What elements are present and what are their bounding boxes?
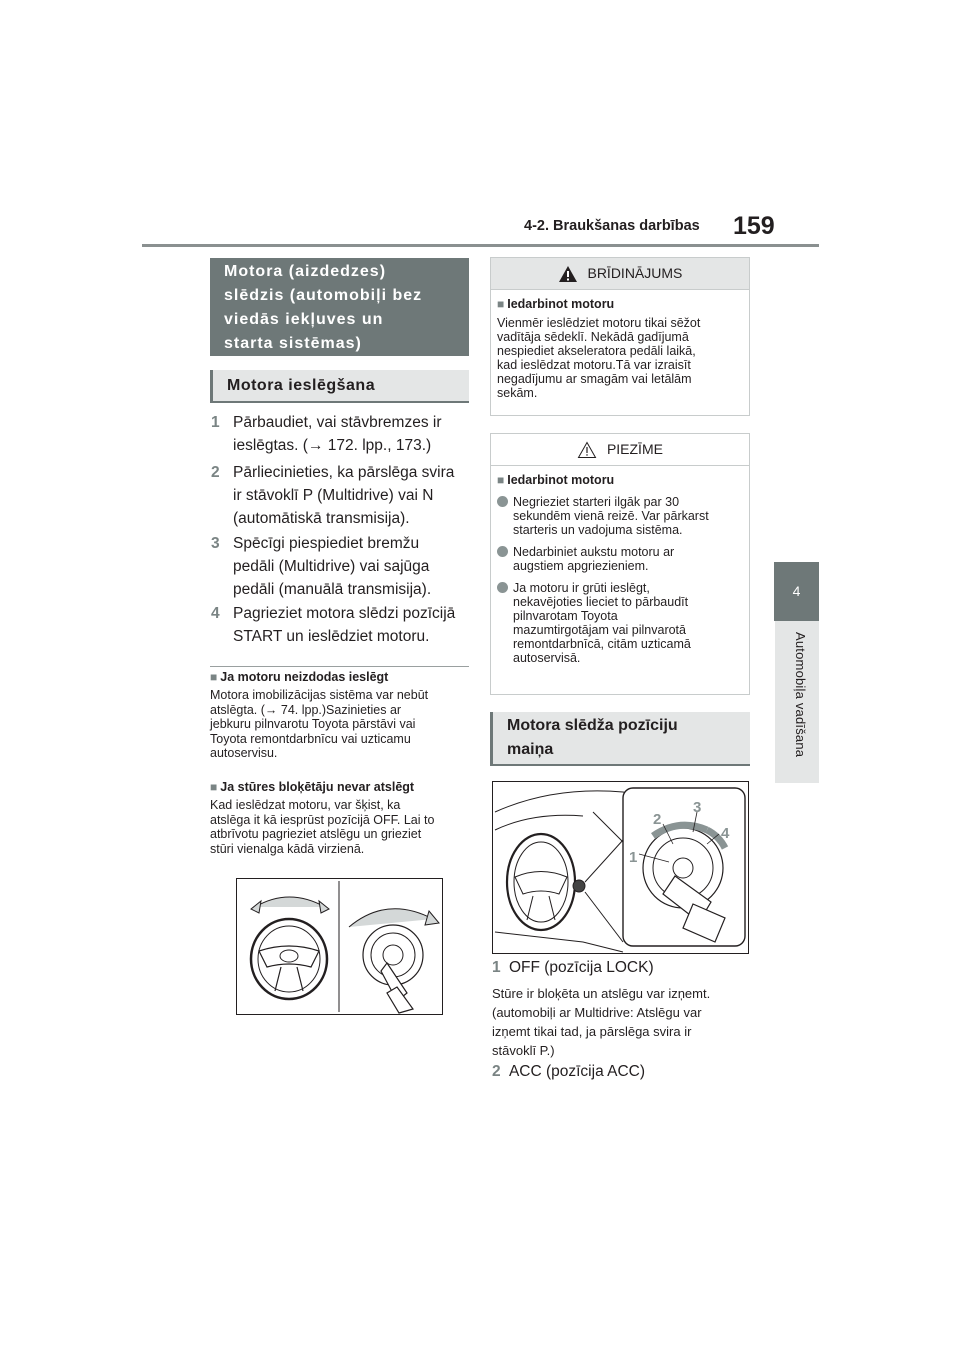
section-subtitle: Motora ieslēgšana [210, 370, 469, 403]
step-line: Pārliecinieties, ka pārslēga svira [233, 464, 455, 481]
position-item [492, 958, 752, 978]
bullet-dot-icon [497, 582, 508, 593]
warning-heading: Iedarbinot motoru [507, 297, 615, 311]
warning-box: BRĪDINĀJUMS ■ Iedarbinot motoru Vienmēr ieslēdziet motoru tikai sēžot vadītāja sēdeklī. Nekādā gadījumā nespiediet akseleratora pedāli laikā, kad ieslēdzat motoru.Tā var izraisīt negadījumu ar smagām vai letālām sekām. [490, 257, 750, 416]
notice-triangle-icon [577, 441, 597, 459]
subtitle-line: Motora slēdža pozīciju [507, 717, 678, 734]
step-item [211, 411, 476, 457]
notice-line: Nedarbiniet aukstu motoru ar [513, 545, 675, 559]
main-title-line: Motora (aizdedzes) [224, 263, 387, 280]
notice-title: PIEZĪME [606, 441, 663, 457]
step-line: ir stāvoklī P (Multidrive) vai N [233, 487, 434, 504]
notice-line: starteris un vadojuma sistēma. [513, 523, 683, 537]
note-heading: Ja motoru neizdodas ieslēgt [220, 670, 389, 684]
note-block: ■ Ja motoru neizdodas ieslēgt Motora imobilizācijas sistēma var nebūt atslēgta. (→ 74. lpp.)Sazinieties ar jebkuru pilnvarotu Toyota pārstāvi vai Toyota remontdarbnīcu vai uzticamu autoservisu. [210, 670, 472, 761]
step-line: pedāli (manuālā transmisija). [233, 581, 432, 598]
warning-line: kad ieslēdzat motoru.Tā var izraisīt [497, 358, 691, 372]
main-title-line: slēdzis (automobiļi bez [224, 287, 423, 304]
note-block: ■ Ja stūres bloķētāju nevar atslēgt Kad ieslēdzat motoru, var šķist, ka atslēga it kā iesprūst pozīcijā OFF. Lai to atbrīvotu pagrieziet atslēgu un grieziet stūri vienalga kādā virzienā. [210, 780, 472, 856]
steering-lock-illustration [236, 878, 443, 1015]
step-line: Spēcīgi piespiediet bremžu [233, 535, 420, 552]
main-title-line: viedās iekļuves un [224, 311, 384, 328]
notice-line: pilnvarotam Toyota [513, 609, 618, 623]
position-number: 2 [492, 1063, 501, 1080]
step-line: Pārbaudiet, vai stāvbremzes ir [233, 414, 442, 431]
note-line: jebkuru pilnvarotu Toyota pārstāvi vai [210, 717, 416, 731]
description-line: (automobiļi ar Multidrive: Atslēgu var [492, 1005, 702, 1020]
steering-wheel-key-drawing [237, 879, 442, 1014]
position-label: OFF (pozīcija LOCK) [508, 959, 654, 976]
step-number: 1 [211, 414, 220, 431]
notice-bullet [497, 545, 743, 573]
chapter-title: Automobiļa vadīšana [793, 632, 808, 758]
notice-line: sekundēm vienā reizē. Var pārkarst [513, 509, 709, 523]
figure-label-3: 3 [693, 799, 702, 816]
section-title: 4-2. Braukšanas darbības [524, 218, 700, 234]
note-line: atbrīvotu pagrieziet atslēgu un grieziet [210, 827, 422, 841]
warning-header [491, 258, 749, 290]
description-line: izņemt tikai tad, ja pārslēga svira ir [492, 1024, 692, 1039]
figure-label-4: 4 [721, 825, 730, 842]
description-line: Stūre ir bloķēta un atslēgu var izņemt. [492, 986, 711, 1001]
notice-line: Negrieziet starteri ilgāk par 30 [513, 495, 680, 509]
position-item [492, 1062, 752, 1082]
note-heading: Ja stūres bloķētāju nevar atslēgt [220, 780, 415, 794]
main-title [210, 258, 469, 356]
warning-triangle-icon [558, 265, 578, 283]
note-line: atslēga it kā iesprūst pozīcijā OFF. Lai to [210, 812, 435, 827]
position-label: ACC (pozīcija ACC) [508, 1063, 646, 1080]
position-description [492, 984, 754, 1060]
step-line: (automātiskā transmisija). [233, 510, 410, 527]
page-number: 159 [733, 212, 775, 240]
notice-line: mazumtirgotājam vai pilnvarotā [513, 623, 686, 637]
notice-line: augstiem apgriezieniem. [513, 559, 649, 573]
notice-box: PIEZĪME ■ Iedarbinot motoru Negrieziet starteri ilgāk par 30 sekundēm vienā reizē. Var pārkarst starteris un vadojuma sistēma. Nedarbiniet aukstu motoru ar augstiem apgriezieniem. Ja motoru ir grūti ieslēgt, nekavējoties lieciet to pārbaudīt pilnvarotam Toyota mazumtirgotājam vai pilnvarotā remontdarbnīcā, citām uzticamā autoservisā. [490, 433, 750, 695]
note-line: atslēgta. (→ 74. lpp.)Sazinieties ar [210, 702, 402, 717]
note-line: stūri vienalga kādā virzienā. [210, 841, 365, 856]
step-line: START un ieslēdziet motoru. [233, 628, 430, 645]
step-number: 4 [211, 605, 220, 622]
note-line: Motora imobilizācijas sistēma var nebūt [210, 688, 429, 702]
notice-bullet [497, 495, 743, 537]
warning-line: Vienmēr ieslēdziet motoru tikai sēžot [497, 316, 701, 330]
dashboard-ignition-drawing [493, 782, 748, 953]
figure-label-1: 1 [629, 849, 638, 866]
notice-line: autoservisā. [513, 651, 581, 665]
note-line: Kad ieslēdzat motoru, var šķist, ka [210, 798, 401, 812]
warning-title: BRĪDINĀJUMS [587, 265, 683, 281]
warning-line: vadītāja sēdeklī. Nekādā gadījumā [497, 330, 689, 344]
description-line: stāvoklī P.) [492, 1043, 555, 1058]
note-line: autoservisu. [210, 746, 278, 760]
step-number: 3 [211, 535, 220, 552]
step-item [211, 532, 476, 602]
bullet-dot-icon [497, 546, 508, 557]
notice-bullet [497, 581, 743, 665]
step-line: pedāli (Multidrive) vai sajūga [233, 558, 430, 575]
figure-label-2: 2 [653, 811, 662, 828]
ignition-switch-illustration [492, 781, 749, 954]
chapter-tab: 4 [774, 562, 819, 621]
step-item [211, 602, 476, 648]
note-divider [210, 666, 469, 667]
notice-header [491, 434, 749, 466]
bullet-dot-icon [497, 496, 508, 507]
warning-line: sekām. [497, 386, 538, 400]
subtitle-line: maiņa [507, 741, 554, 758]
main-title-line: starta sistēmas) [224, 335, 362, 352]
notice-line: Ja motoru ir grūti ieslēgt, [513, 581, 650, 595]
step-number: 2 [211, 464, 220, 481]
step-line: ieslēgtas. (→ 172. lpp., 173.) [233, 437, 432, 454]
notice-line: nekavējoties lieciet to pārbaudīt [513, 595, 689, 609]
switch-positions-subtitle [490, 712, 750, 766]
warning-line: negadījumu ar smagām vai letālām [497, 372, 692, 386]
note-line: Toyota remontdarbnīcu vai uzticamu [210, 731, 411, 746]
header-rule [142, 244, 819, 247]
step-item [211, 461, 476, 531]
notice-line: remontdarbnīcā, citām uzticamā [513, 637, 691, 651]
notice-heading: Iedarbinot motoru [507, 473, 615, 487]
position-number: 1 [492, 959, 501, 976]
step-line: Pagrieziet motora slēdzi pozīcijā [233, 605, 456, 622]
warning-line: nespiediet akseleratora pedāli laikā, [497, 344, 696, 358]
